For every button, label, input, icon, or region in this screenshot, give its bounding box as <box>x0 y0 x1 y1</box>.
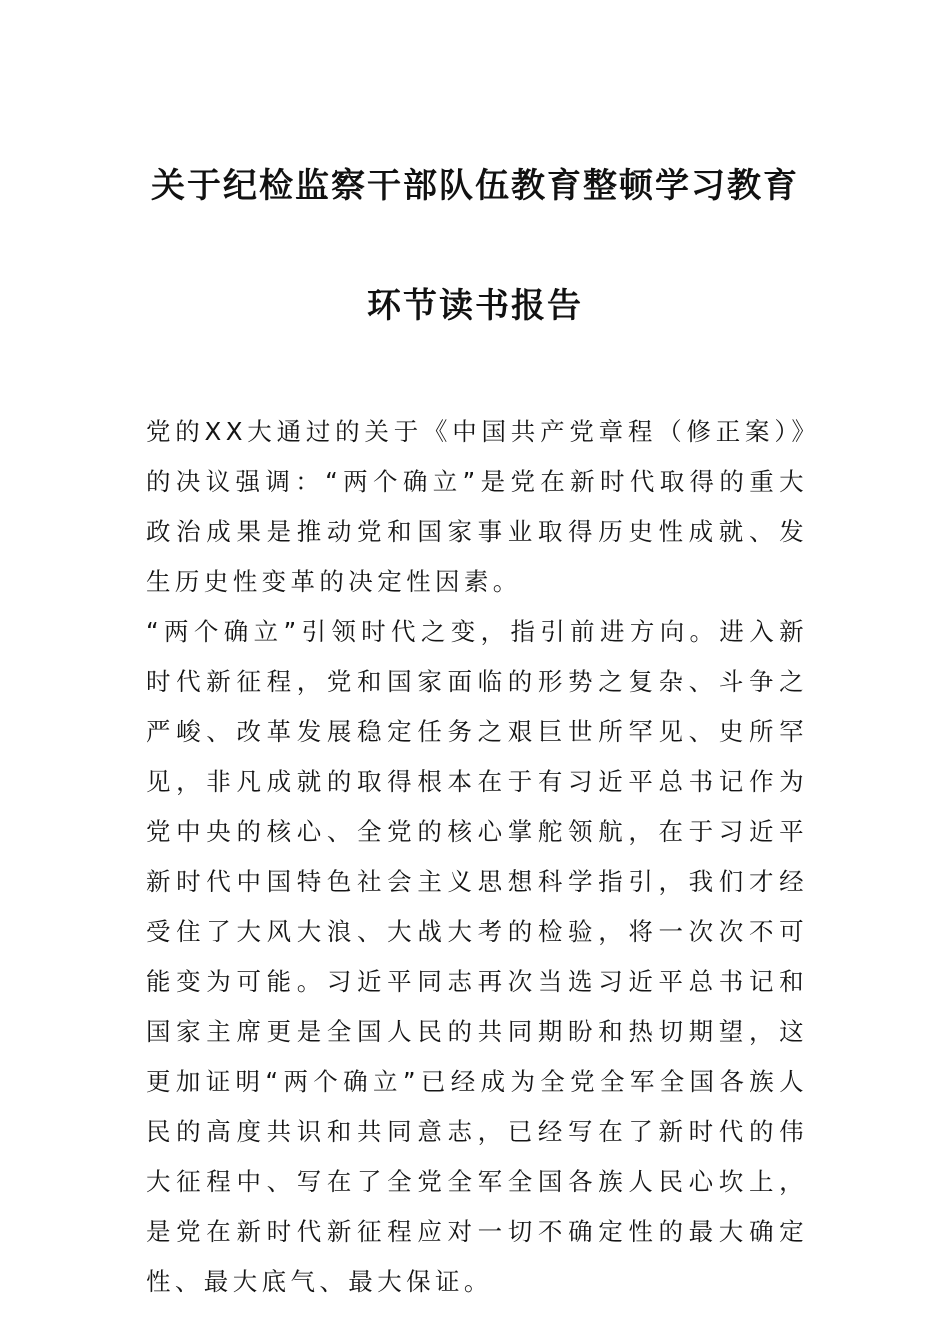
document-title-line-1: 关于纪检监察干部队伍教育整顿学习教育 <box>151 166 799 206</box>
document-title-line-2: 环节读书报告 <box>367 286 583 326</box>
document-body <box>146 407 808 1307</box>
body-paragraph-2: “两个确立”引领时代之变，指引前进方向。进入新时代新征程，党和国家面临的形势之复杂、斗争之严峻、改革发展稳定任务之艰巨世所罕见、史所罕见，非凡成就的取得根本在于有习近平总书记作为党中央的核心、全党的核心掌舵领航，在于习近平新时代中国特色社会主义思想科学指引，我们才经受住了大风大浪、大战大考的检验，将一次次不可能变为可能。习近平同志再次当选习近平总书记和国家主席更是全国人民的共同期盼和热切期望，这更加证明“两个确立”已经成为全党全军全国各族人民的高度共识和共同意志，已经写在了新时代的伟大征程中、写在了全党全军全国各族人民心坎上，是党在新时代新征程应对一切不确定性的最大确定性、最大底气、最大保证。 <box>146 617 808 1296</box>
body-paragraph-1: 党的XX大通过的关于《中国共产党章程（修正案）》的决议强调：“两个确立”是党在新时代取得的重大政治成果是推动党和国家事业取得历史性成就、发生历史性变革的决定性因素。 <box>146 417 808 596</box>
